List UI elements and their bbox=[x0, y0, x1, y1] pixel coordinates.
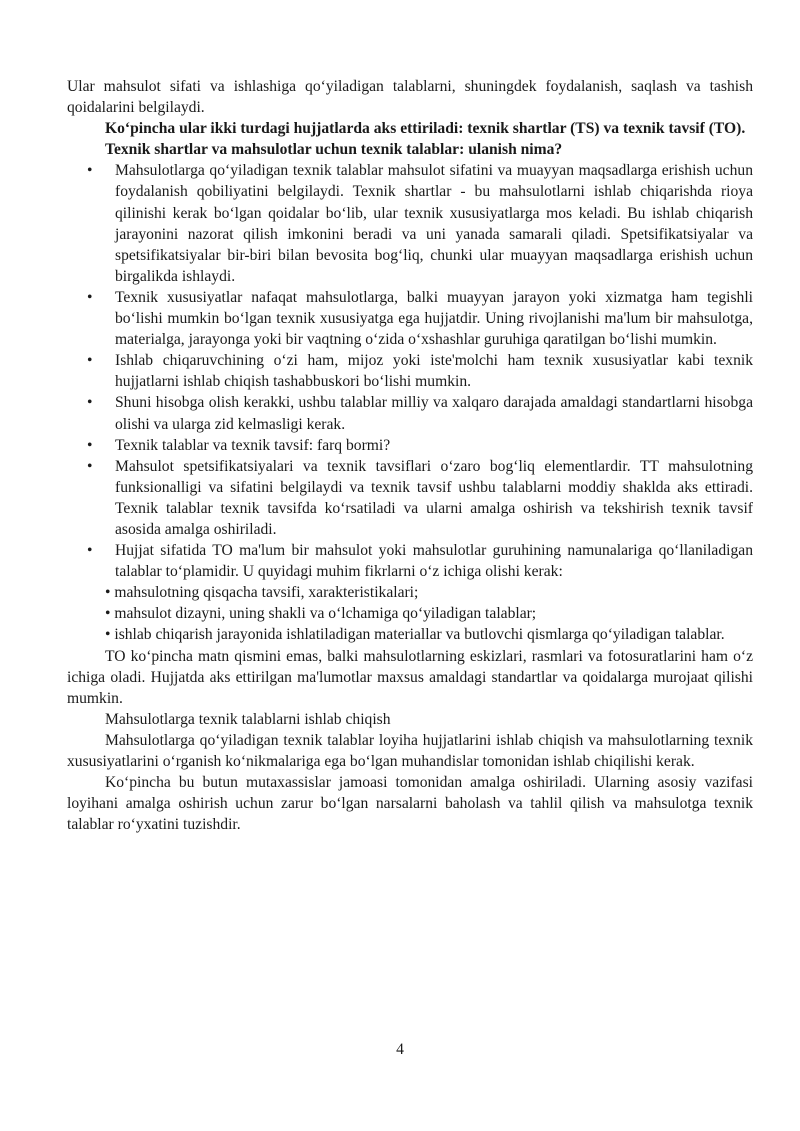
bullet-icon: • bbox=[87, 288, 93, 306]
list-item bbox=[67, 435, 753, 456]
subsection-heading: Mahsulotlarga texnik talablarni ishlab chiqish bbox=[105, 710, 391, 728]
bullet-icon: • bbox=[87, 457, 93, 475]
list-item bbox=[67, 350, 753, 392]
page-number: 4 bbox=[396, 1041, 404, 1058]
bullet-icon: • bbox=[87, 542, 93, 560]
bullet-icon: • bbox=[87, 394, 93, 412]
bullet-list bbox=[67, 160, 753, 582]
bold-paragraph: Ko‘pincha ular ikki turdagi hujjatlarda aks ettiriladi: texnik shartlar (TS) va texnik tavsif (TO). bbox=[105, 120, 746, 138]
bullet-icon: • bbox=[87, 162, 93, 180]
body-paragraph: Ko‘pincha bu butun mutaxassislar jamoasi tomonidan amalga oshiriladi. Ularning asosiy vazifasi loyihani amalga oshirish uchun zarur bo‘lgan narsalarni baholash va tahlil qilish va mahsulotga texnik talablar ro‘yxatini tuzishdir. bbox=[67, 774, 753, 834]
body-paragraph: TO ko‘pincha matn qismini emas, balki mahsulotlarning eskizlari, rasmlari va fotosuratlarini ham o‘z ichiga oladi. Hujjatda aks ettirilgan ma'lumotlar maxsus amaldagi standartlar va qoidalarga murojaat qilishi mumkin. bbox=[67, 647, 753, 707]
list-item-text: Shuni hisobga olish kerakki, ushbu talablar milliy va xalqaro darajada amaldagi standartlarni hisobga olishi va ularga zid kelmasligi kerak. bbox=[115, 394, 753, 433]
intro-paragraph: Ular mahsulot sifati va ishlashiga qo‘yiladigan talablarni, shuningdek foydalanish, saqlash va tashish qoidalarini belgilaydi. bbox=[67, 78, 753, 117]
list-item bbox=[67, 392, 753, 434]
sub-list-item: • ishlab chiqarish jarayonida ishlatiladigan materiallar va butlovchi qismlarga qo‘yiladigan talablar. bbox=[105, 626, 725, 644]
list-item-text: Mahsulotlarga qo‘yiladigan texnik talablar mahsulot sifatini va muayyan maqsadlarga erishish uchun foydalanish qobiliyatini belgilaydi. Texnik shartlar - bu mahsulotlarni ishlab chiqarishda rioya qilinishi kerak bo‘lgan qoidalar bo‘lib, ular texnik xususiyatlarga mos keladi. Bu ishlab chiqarish jarayonini nazorat qilish imkonini beradi va uni yanada samarali qiladi. Spetsifikatsiyalar va spetsifikatsiyalar bir-biri bilan bevosita bog‘liq, chunki ular muayyan maqsadlarga erishish uchun birgalikda ishlaydi. bbox=[115, 162, 753, 285]
list-item-text: Hujjat sifatida TO ma'lum bir mahsulot yoki mahsulotlar guruhining namunalariga qo‘llaniladigan talablar to‘plamidir. U quyidagi muhim fikrlarni o‘z ichiga olishi kerak: bbox=[115, 542, 753, 581]
section-heading: Texnik shartlar va mahsulotlar uchun texnik talablar: ulanish nima? bbox=[105, 141, 563, 159]
bullet-icon: • bbox=[87, 436, 93, 454]
list-item bbox=[67, 456, 753, 540]
list-item-text: Texnik talablar va texnik tavsif: farq bormi? bbox=[115, 436, 391, 454]
list-item-text: Texnik xususiyatlar nafaqat mahsulotlarga, balki muayyan jarayon yoki xizmatga ham tegishli bo‘lishi mumkin bo‘lgan texnik xususiyatga ega hujjatdir. Uning rivojlanishi ma'lum bir mahsulotga, materialga, jarayonga yoki bir vaqtning o‘zida o‘xshashlar guruhiga qaratilgan bo‘lishi mumkin. bbox=[115, 288, 753, 349]
bullet-icon: • bbox=[87, 352, 93, 370]
sub-list-item: • mahsulotning qisqacha tavsifi, xarakteristikalari; bbox=[105, 584, 419, 602]
document-page bbox=[67, 76, 753, 835]
sub-list-item: • mahsulot dizayni, uning shakli va o‘lchamiga qo‘yiladigan talablar; bbox=[105, 605, 537, 623]
list-item-text: Ishlab chiqaruvchining o‘zi ham, mijoz yoki iste'molchi ham texnik xususiyatlar kabi texnik hujjatlarni ishlab chiqish tashabbuskori bo‘lishi mumkin. bbox=[115, 352, 753, 391]
list-item-text: Mahsulot spetsifikatsiyalari va texnik tavsiflari o‘zaro bog‘liq elementlardir. TT mahsulotning funksionalligi va sifatini belgilaydi va texnik tavsif ushbu talablarni moddiy shaklda aks ettiradi. Texnik talablar texnik tavsifda ko‘rsatiladi va ularni amalga oshirish va tekshirish texnik tavsif asosida amalga oshiriladi. bbox=[115, 457, 753, 538]
list-item bbox=[67, 287, 753, 350]
list-item bbox=[67, 540, 753, 582]
body-paragraph: Mahsulotlarga qo‘yiladigan texnik talablar loyiha hujjatlarini ishlab chiqish va mahsulotlarning texnik xususiyatlarini o‘rganish ko‘nikmalariga ega bo‘lgan muhandislar tomonidan ishlab chiqilishi kerak. bbox=[67, 731, 753, 770]
list-item bbox=[67, 160, 753, 287]
